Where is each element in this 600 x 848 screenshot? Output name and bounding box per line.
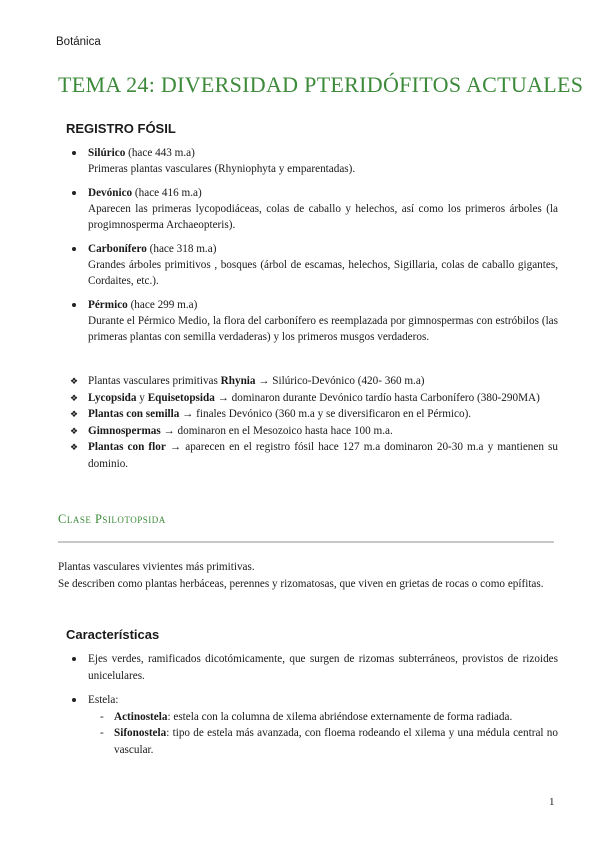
group-list [70,373,558,472]
period-list [70,145,558,353]
group-item: ❖ Lycopsida y Equisetopsida → dominaron durante Devónico tardío hasta Carbonífero (380-290MA) [70,390,558,407]
caracteristicas-list [70,651,558,758]
page-title: TEMA 24: DIVERSIDAD PTERIDÓFITOS ACTUALES [58,72,584,97]
bullet-icon [72,151,76,155]
diamond-bullet-icon: ❖ [70,376,79,386]
group-item: ❖ Plantas vasculares primitivas Rhynia → Silúrico-Devónico (420- 360 m.a) [70,373,558,390]
group-item: ❖ Gimnospermas → dominaron en el Mesozoico hasta hace 100 m.a. [70,423,558,440]
clase-intro: Plantas vasculares vivientes más primitivas. Se describen como plantas herbáceas, perennes y rizomatosas, que viven en grietas de rocas o como epífitas. [58,561,544,590]
period-item: Devónico (hace 416 m.a) Aparecen las primeras lycopodiáceas, colas de caballo y helechos, así como los primeros árboles (la progimnosperma Archaeopteris). [70,185,558,233]
list-item: Estela: - Actinostela: estela con la columna de xilema abriéndose externamente de forma radiada. - Sifonostela: tipo de estela más avanzada, con floema rodeando el xilema y una médula central no vascular. [70,692,558,758]
section-divider [58,541,554,543]
sub-list-item: - Sifonostela: tipo de estela más avanzada, con floema rodeando el xilema y una médula central no vascular. [100,727,558,756]
bullet-icon [72,303,76,307]
section-heading-caracteristicas: Características [66,627,160,642]
diamond-bullet-icon: ❖ [70,392,79,403]
page-number: 1 [549,796,555,808]
bullet-icon [72,698,76,702]
dash-bullet-icon: - [100,710,104,723]
diamond-bullet-icon: ❖ [70,409,79,419]
section-heading-registro: REGISTRO FÓSIL [66,121,176,136]
diamond-bullet-icon: ❖ [70,442,79,452]
group-item: ❖ Plantas con flor → aparecen en el registro fósil hace 127 m.a dominaron 20-30 m.a y mantienen su dominio. [70,441,558,470]
diamond-bullet-icon: ❖ [70,425,79,436]
dash-bullet-icon: - [100,727,104,739]
period-item: Pérmico (hace 299 m.a) Durante el Pérmico Medio, la flora del carbonífero es reemplazada por gimnospermas con estróbilos (las primeras plantas con semilla verdaderas) y los primeros musgos verdaderos. [70,297,558,345]
group-item: ❖ Plantas con semilla → finales Devónico (360 m.a y se diversificaron en el Pérmico). [70,406,558,423]
period-item: Silúrico (hace 443 m.a) Primeras plantas vasculares (Rhyniophyta y emparentadas). [70,145,558,177]
period-item: Carbonífero (hace 318 m.a) Grandes árboles primitivos , bosques (árbol de escamas, helechos, Sigillaria, colas de caballo gigantes, Cordaites, etc.). [70,241,558,289]
sub-list-item: - Actinostela: estela con la columna de xilema abriéndose externamente de forma radiada. [100,709,558,726]
sub-list [88,709,558,759]
section-heading-clase: Clase Psilotopsida [58,512,166,526]
page-header: Botánica [56,36,101,48]
bullet-icon [72,247,76,251]
list-item: Ejes verdes, ramificados dicotómicamente, que surgen de rizomas subterráneos, provistos de rizoides unicelulares. [70,651,558,684]
bullet-icon [72,657,76,661]
bullet-icon [72,191,76,195]
